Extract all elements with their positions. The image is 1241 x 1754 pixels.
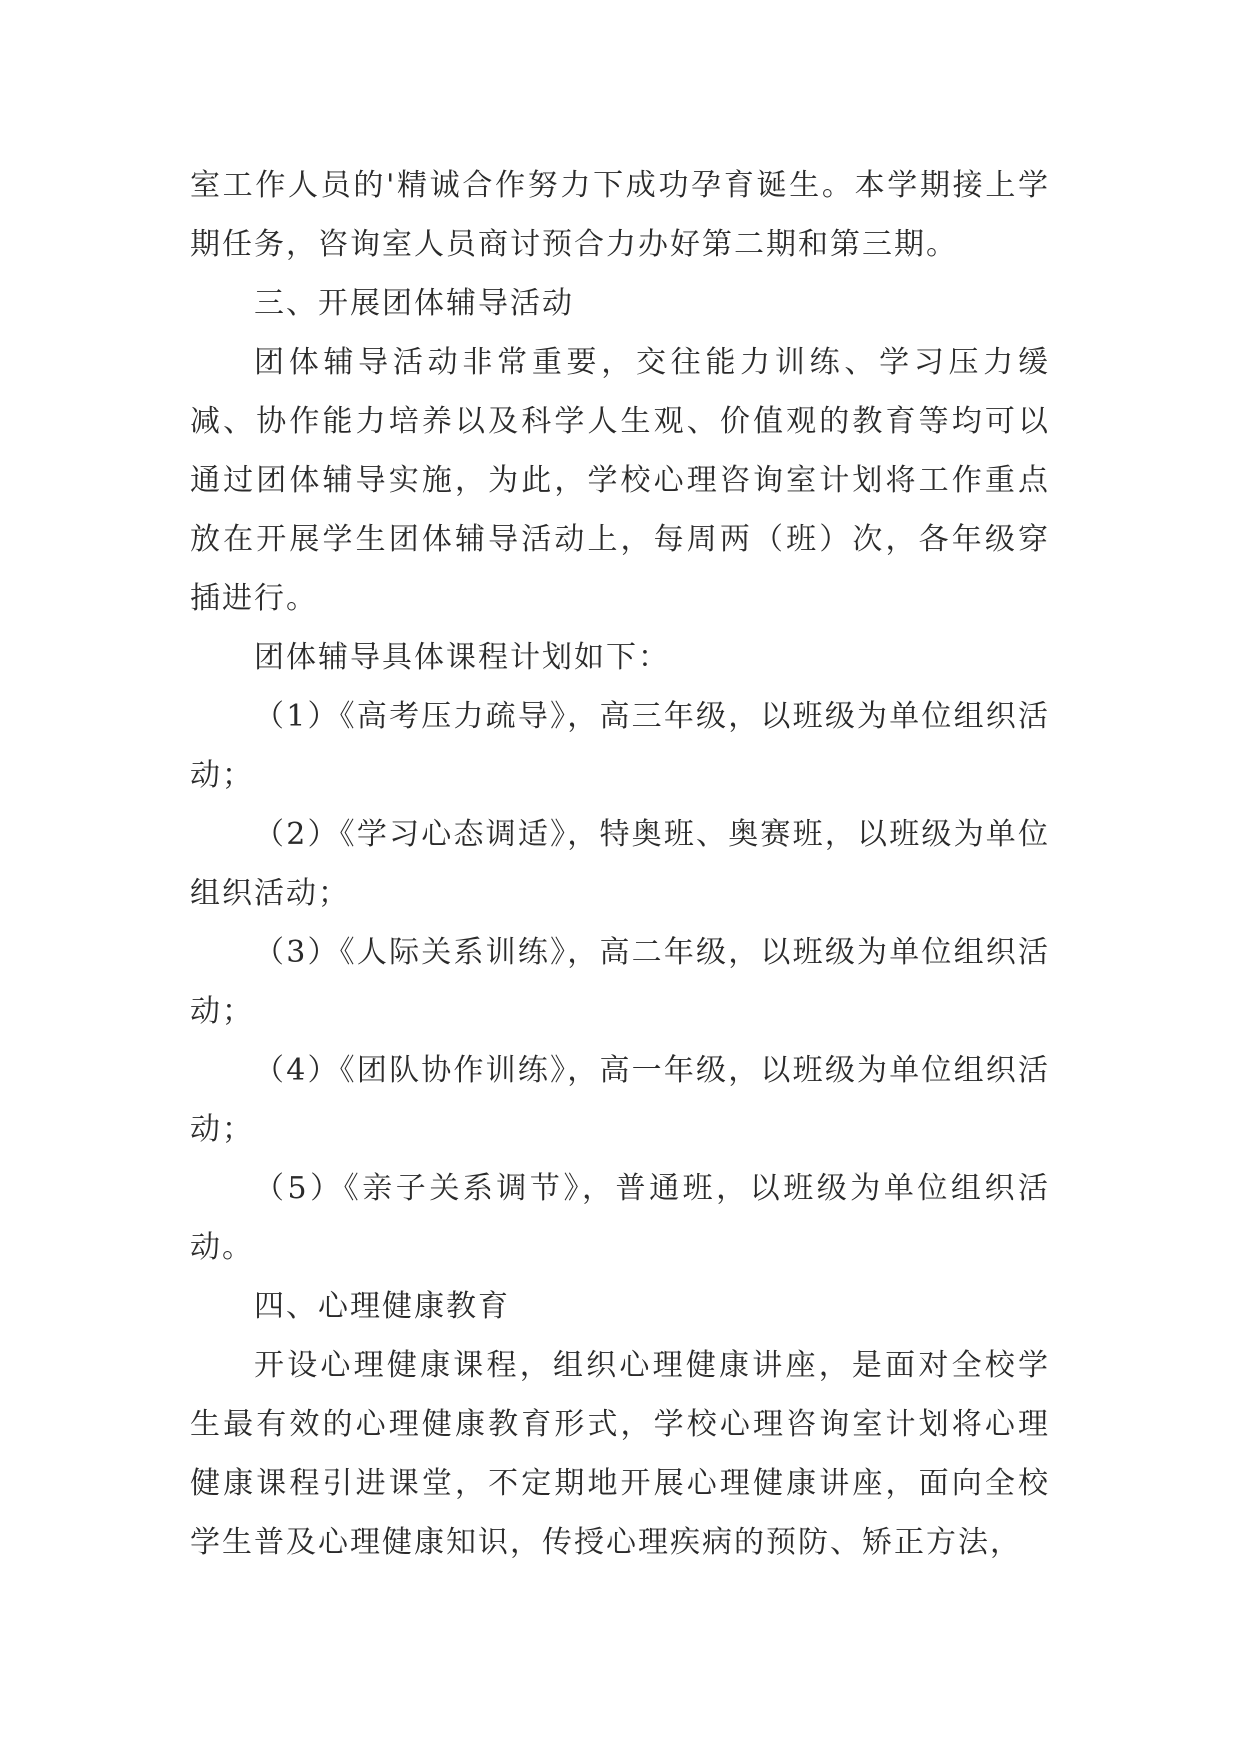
- list-item-course-1: （1）《高考压力疏导》，高三年级，以班级为单位组织活动；: [190, 699, 1050, 793]
- paragraph-continuation: 室工作人员的'精诚合作努力下成功孕育诞生。本学期接上学期任务，咨询室人员商讨预合力办好第二期和第三期。: [190, 168, 1050, 262]
- paragraph-group-guidance: 团体辅导活动非常重要，交往能力训练、学习压力缓减、协作能力培养以及科学人生观、价值观的教育等均可以通过团体辅导实施，为此，学校心理咨询室计划将工作重点放在开展学生团体辅导活动上，每周两（班）次，各年级穿插进行。: [190, 345, 1050, 616]
- list-item-course-5: （5）《亲子关系调节》，普通班，以班级为单位组织活动。: [190, 1171, 1050, 1265]
- paragraph-health-education: 开设心理健康课程，组织心理健康讲座，是面对全校学生最有效的心理健康教育形式，学校心理咨询室计划将心理健康课程引进课堂，不定期地开展心理健康讲座，面向全校学生普及心理健康知识，传授心理疾病的预防、矫正方法，: [190, 1348, 1050, 1560]
- paragraph-course-plan-intro: 团体辅导具体课程计划如下：: [254, 640, 670, 675]
- list-item-course-3: （3）《人际关系训练》，高二年级，以班级为单位组织活动；: [190, 935, 1050, 1029]
- section-heading-4: 四、心理健康教育: [254, 1289, 510, 1324]
- document-body: [190, 156, 1050, 1572]
- list-item-course-2: （2）《学习心态调适》，特奥班、奥赛班，以班级为单位组织活动；: [190, 817, 1050, 911]
- list-item-course-4: （4）《团队协作训练》，高一年级，以班级为单位组织活动；: [190, 1053, 1050, 1147]
- section-heading-3: 三、开展团体辅导活动: [254, 286, 574, 321]
